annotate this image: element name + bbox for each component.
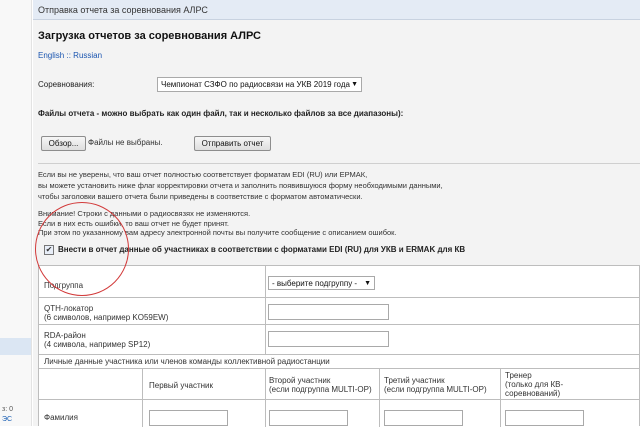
correct-report-checkbox-label: Внести в отчет данные об участниках в соответствии с форматами EDI (RU) для УКВ и ERMAK для КВ bbox=[58, 245, 466, 254]
warning-line-1: Внимание! Строки с данными о радиосвязях не изменяются. bbox=[38, 209, 251, 218]
surname-label: Фамилия bbox=[44, 413, 78, 422]
browse-button[interactable]: Обзор... bbox=[41, 136, 86, 151]
no-file-text: Файлы не выбраны. bbox=[88, 138, 163, 147]
personal-data-label: Личные данные участника или членов команды коллективной радиостанции bbox=[44, 357, 330, 366]
qth-locator-hint: (6 символов, например KO59EW) bbox=[44, 313, 169, 322]
language-russian-link[interactable]: Russian bbox=[73, 51, 103, 60]
language-switcher bbox=[38, 51, 102, 60]
column-second-participant: Второй участник bbox=[269, 376, 331, 385]
main-content bbox=[33, 0, 640, 426]
language-separator: :: bbox=[66, 51, 71, 60]
page-title: Загрузка отчетов за соревнования АЛРС bbox=[38, 30, 261, 42]
column-coach: Тренер bbox=[505, 371, 532, 380]
surname-coach-input[interactable] bbox=[505, 410, 584, 426]
info-line-2: вы можете установить ниже флаг корректировки отчета и заполнить появившуюся форму необходимыми данными, bbox=[38, 181, 443, 190]
window-title: Отправка отчета за соревнования АЛРС bbox=[38, 5, 208, 15]
column-first-participant: Первый участник bbox=[149, 381, 214, 390]
participant-form-table bbox=[38, 265, 640, 426]
table-divider bbox=[39, 354, 639, 355]
subgroup-label: Подгруппа bbox=[44, 281, 84, 290]
left-panel-highlight bbox=[0, 338, 31, 355]
column-third-participant: Третий участник bbox=[384, 376, 445, 385]
window-titlebar bbox=[33, 0, 640, 20]
column-coach-note-1: (только для КВ- bbox=[505, 380, 564, 389]
table-divider bbox=[142, 368, 143, 427]
table-divider bbox=[39, 324, 639, 325]
surname-second-input[interactable] bbox=[269, 410, 348, 426]
competition-label: Соревнования: bbox=[38, 80, 95, 89]
column-third-participant-note: (если подгруппа MULTI-OP) bbox=[384, 385, 487, 394]
rda-district-input[interactable] bbox=[268, 331, 389, 347]
rda-district-hint: (4 символа, например SP12) bbox=[44, 340, 151, 349]
files-label: Файлы отчета - можно выбрать как один файл, так и несколько файлов за все диапазоны): bbox=[38, 109, 404, 118]
subgroup-select-value: - выберите подгруппу - bbox=[272, 279, 358, 288]
info-line-1: Если вы не уверены, что ваш отчет полностью соответствует форматам EDI (RU) или ЕРМАК, bbox=[38, 170, 368, 179]
table-divider bbox=[265, 368, 266, 427]
left-panel-link[interactable]: ЭС bbox=[2, 416, 13, 423]
warning-line-2: Если в них есть ошибки, то ваш отчет не будет принят. bbox=[38, 219, 229, 228]
divider bbox=[38, 163, 640, 164]
table-divider bbox=[39, 368, 639, 369]
warning-line-3: При этом по указанному вам адресу электронной почты вы получите сообщение с описанием ошибок. bbox=[38, 228, 397, 237]
table-divider bbox=[39, 297, 639, 298]
competition-select-value: Чемпионат СЗФО по радиосвязи на УКВ 2019 года bbox=[161, 80, 350, 89]
surname-first-input[interactable] bbox=[149, 410, 228, 426]
competition-select[interactable] bbox=[157, 77, 362, 92]
surname-third-input[interactable] bbox=[384, 410, 463, 426]
table-divider bbox=[39, 399, 639, 400]
chevron-down-icon: ▼ bbox=[364, 280, 371, 287]
table-divider bbox=[500, 368, 501, 427]
table-divider bbox=[379, 368, 380, 427]
correct-report-checkbox[interactable]: ✔ bbox=[45, 245, 53, 254]
qth-locator-label: QTH-локатор bbox=[44, 304, 94, 313]
table-divider bbox=[265, 266, 266, 354]
column-second-participant-note: (если подгруппа MULTI-OP) bbox=[269, 385, 372, 394]
left-panel-counter: з: 0 bbox=[2, 406, 13, 413]
rda-district-label: RDA-район bbox=[44, 331, 86, 340]
language-english-link[interactable]: English bbox=[38, 51, 65, 60]
subgroup-select[interactable] bbox=[268, 276, 375, 290]
column-coach-note-2: соревнований) bbox=[505, 389, 561, 398]
qth-locator-input[interactable] bbox=[268, 304, 389, 320]
chevron-down-icon: ▼ bbox=[351, 81, 358, 88]
submit-report-button[interactable]: Отправить отчет bbox=[194, 136, 271, 151]
info-line-3: чтобы заголовки вашего отчета были приведены в соответствие с форматом автоматически. bbox=[38, 192, 363, 201]
left-panel bbox=[0, 0, 32, 426]
